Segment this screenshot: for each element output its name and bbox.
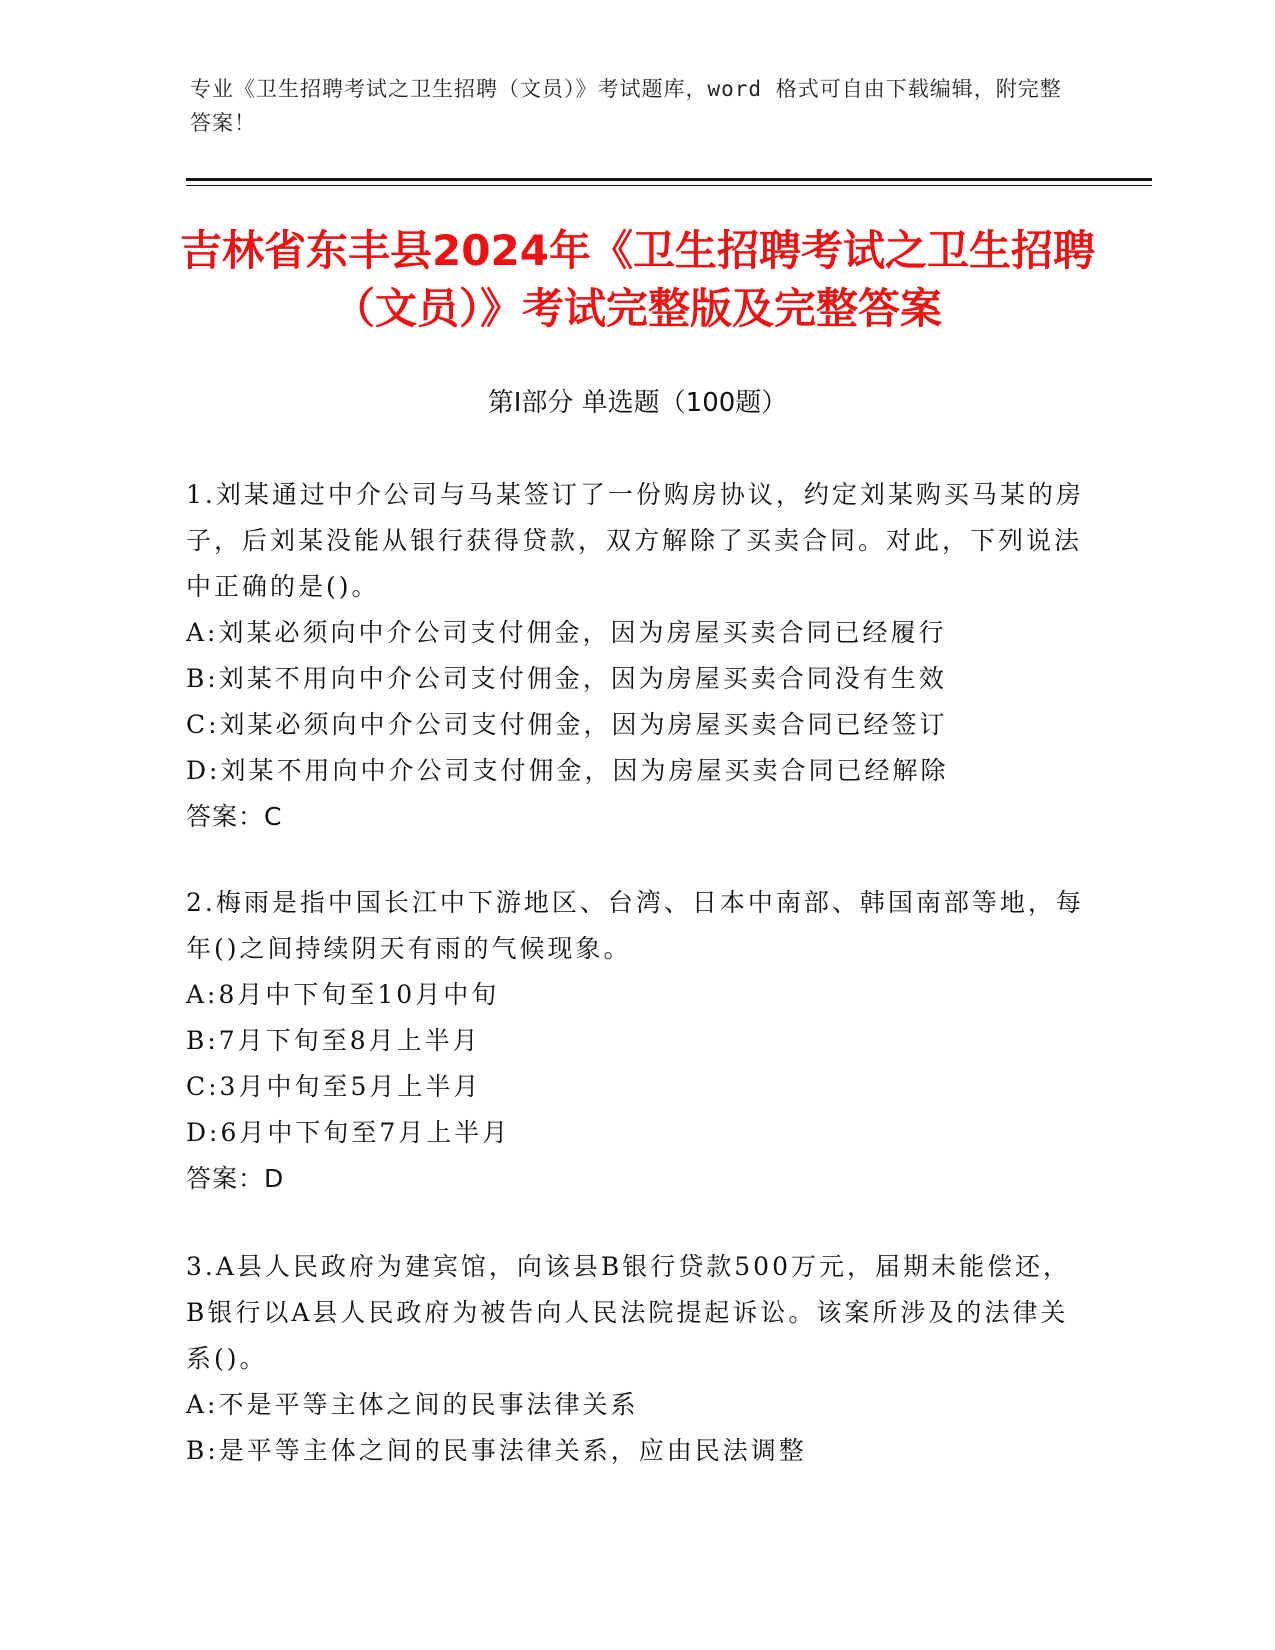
header-divider-thick <box>186 178 1152 181</box>
option-a: A:刘某必须向中介公司支付佣金，因为房屋买卖合同已经履行 <box>186 618 947 647</box>
option-a: A:不是平等主体之间的民事法律关系 <box>186 1390 639 1419</box>
header-note: 专业《卫生招聘考试之卫生招聘（文员）》考试题库，word 格式可自由下载编辑，附完整答案！ <box>190 77 1062 135</box>
option-c: C:3月中旬至5月上半月 <box>186 1072 482 1101</box>
question-stem: 1.刘某通过中介公司与马某签订了一份购房协议，约定刘某购买马某的房子，后刘某没能从银行获得贷款，双方解除了买卖合同。对此，下列说法中正确的是()。 <box>186 480 1084 601</box>
question-1 <box>186 472 1086 840</box>
option-b: B:刘某不用向中介公司支付佣金，因为房屋买卖合同没有生效 <box>186 664 947 693</box>
option-b: B:是平等主体之间的民事法律关系，应由民法调整 <box>186 1436 807 1465</box>
answer: 答案：C <box>186 802 283 831</box>
option-b: B:7月下旬至8月上半月 <box>186 1026 481 1055</box>
section-heading: 第Ⅰ部分 单选题（100题） <box>487 388 788 418</box>
header-divider-thin <box>186 185 1152 186</box>
option-c: C:刘某必须向中介公司支付佣金，因为房屋买卖合同已经签订 <box>186 710 948 739</box>
option-d: D:6月中下旬至7月上半月 <box>186 1118 511 1147</box>
question-3 <box>186 1244 1086 1474</box>
answer: 答案：D <box>186 1164 285 1193</box>
option-a: A:8月中下旬至10月中旬 <box>186 980 500 1009</box>
document-title: 吉林省东丰县2024年《卫生招聘考试之卫生招聘（文员）》考试完整版及完整答案 <box>180 226 1095 333</box>
question-stem: 3.A县人民政府为建宾馆，向该县B银行贷款500万元，届期未能偿还，B银行以A县人民政府为被告向人民法院提起诉讼。该案所涉及的法律关系()。 <box>186 1252 1071 1373</box>
question-2 <box>186 880 1086 1202</box>
option-d: D:刘某不用向中介公司支付佣金，因为房屋买卖合同已经解除 <box>186 756 949 785</box>
question-stem: 2.梅雨是指中国长江中下游地区、台湾、日本中南部、韩国南部等地，每年()之间持续阴天有雨的气候现象。 <box>186 888 1084 963</box>
